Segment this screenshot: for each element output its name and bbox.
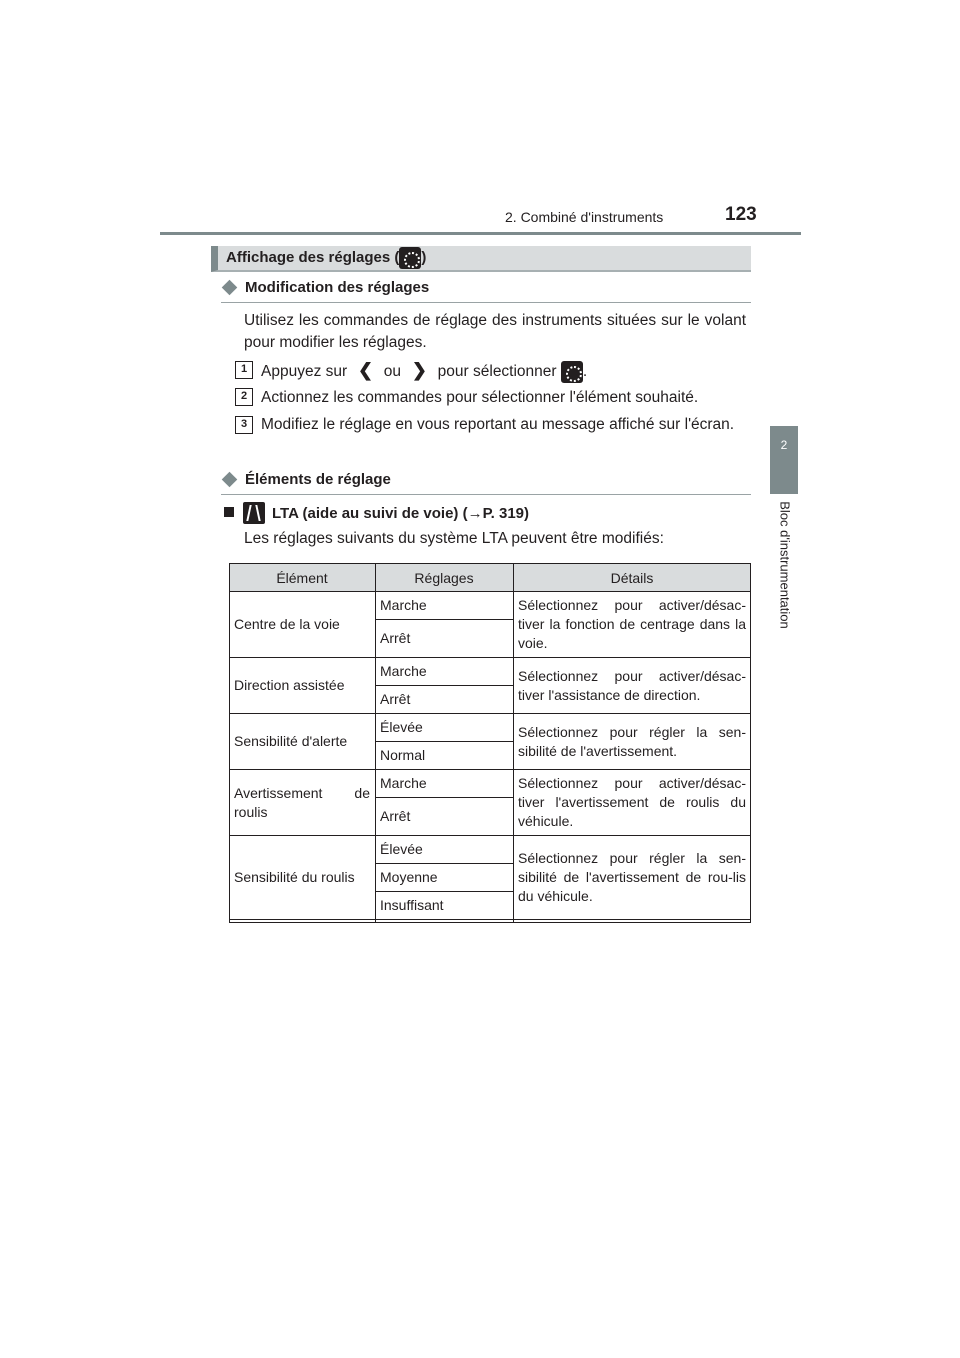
table-cell-details: Sélectionnez pour régler la sen-sibilité de l'avertissement de rou-lis du véhicule.: [513, 836, 751, 920]
table-header-row: [229, 564, 751, 592]
modification-heading-text: Modification des réglages: [245, 279, 430, 296]
table-row: [229, 658, 751, 686]
table-cell-details: Sélectionnez pour activer/désac-tiver l'assistance de direction.: [513, 658, 751, 714]
step-1-or: ou: [383, 363, 402, 380]
step-1-text: [261, 359, 751, 383]
page-number: 123: [725, 204, 757, 225]
lta-settings-table: [229, 563, 751, 920]
header-section-title: 2. Combiné d'instruments: [505, 209, 664, 225]
step-number-1: 1: [235, 361, 253, 379]
table-cell-setting: Normal: [375, 742, 513, 770]
heading-divider: [221, 494, 751, 495]
table-cell-element: Centre de la voie: [229, 592, 375, 658]
lta-title: [272, 503, 529, 525]
table-cell-element: Direction assistée: [229, 658, 375, 714]
elements-heading-text: Éléments de réglage: [245, 471, 391, 488]
step-2-text: Actionnez les commandes pour sélectionner l'élément souhaité.: [261, 389, 699, 406]
diamond-bullet-icon: [222, 280, 238, 296]
lta-intro: Les réglages suivants du système LTA peuvent être modifiés:: [244, 530, 664, 547]
left-arrow-icon: ❮: [357, 360, 374, 380]
reference-arrow-icon: →: [467, 505, 483, 522]
table-cell-setting: Marche: [375, 592, 513, 620]
square-bullet-icon: [224, 507, 234, 517]
table-cell-setting: Élevée: [375, 714, 513, 742]
table-header-settings: Réglages: [375, 564, 513, 592]
modification-intro: Utilisez les commandes de réglage des instruments situées sur le volant pour modifier les réglages.: [244, 312, 746, 351]
chapter-tab-number: 2: [770, 426, 798, 494]
table-column-divider: [375, 563, 376, 923]
table-cell-element: Sensibilité du roulis: [229, 836, 375, 920]
table-row: [229, 592, 751, 620]
table-cell-element: Avertissement de roulis: [229, 770, 375, 836]
table-column-divider: [513, 563, 514, 923]
table-cell-setting: Marche: [375, 770, 513, 798]
table-cell-element: Sensibilité d'alerte: [229, 714, 375, 770]
chapter-tab-title: Bloc d'instrumentation: [777, 501, 793, 629]
settings-gear-icon: [561, 361, 583, 383]
lta-lane-icon: [243, 502, 265, 524]
step-3-text: Modifiez le réglage en vous reportant au message affiché sur l'écran.: [261, 416, 735, 433]
step-1-text-before: Appuyez sur: [261, 363, 348, 380]
table-cell-setting: Arrêt: [375, 798, 513, 836]
table-row: [229, 836, 751, 864]
table-cell-setting: Arrêt: [375, 620, 513, 658]
table-cell-setting: Moyenne: [375, 864, 513, 892]
settings-gear-icon: [399, 247, 421, 269]
heading-divider: [221, 302, 751, 303]
table-row: [229, 770, 751, 798]
table-cell-details: Sélectionnez pour activer/désac-tiver l'avertissement de roulis du véhicule.: [513, 770, 751, 836]
lta-title-text: LTA (aide au suivi de voie) (: [272, 505, 468, 522]
section-title-bar: [211, 246, 751, 272]
step-1-text-end: .: [582, 363, 588, 380]
modification-heading: [221, 279, 429, 296]
table-header-details: Détails: [513, 564, 751, 592]
table-cell-setting: Élevée: [375, 836, 513, 864]
elements-heading: [221, 471, 391, 488]
step-1-text-middle: pour sélectionner: [437, 363, 557, 380]
header-divider: [160, 232, 801, 235]
table-cell-setting: Insuffisant: [375, 892, 513, 920]
lta-page-ref: P. 319): [482, 505, 530, 522]
section-title-close: ): [421, 249, 427, 266]
table-cell-setting: Arrêt: [375, 686, 513, 714]
section-title-text: Affichage des réglages (: [226, 249, 400, 266]
table-header-element: Élément: [229, 564, 375, 592]
diamond-bullet-icon: [222, 472, 238, 488]
step-number-2: 2: [235, 388, 253, 406]
table-cell-setting: Marche: [375, 658, 513, 686]
table-cell-details: Sélectionnez pour régler la sen-sibilité de l'avertissement.: [513, 714, 751, 770]
step-number-3: 3: [235, 416, 253, 434]
table-row: [229, 714, 751, 742]
table-cell-details: Sélectionnez pour activer/désac-tiver la fonction de centrage dans la voie.: [513, 592, 751, 658]
right-arrow-icon: ❯: [411, 360, 427, 380]
